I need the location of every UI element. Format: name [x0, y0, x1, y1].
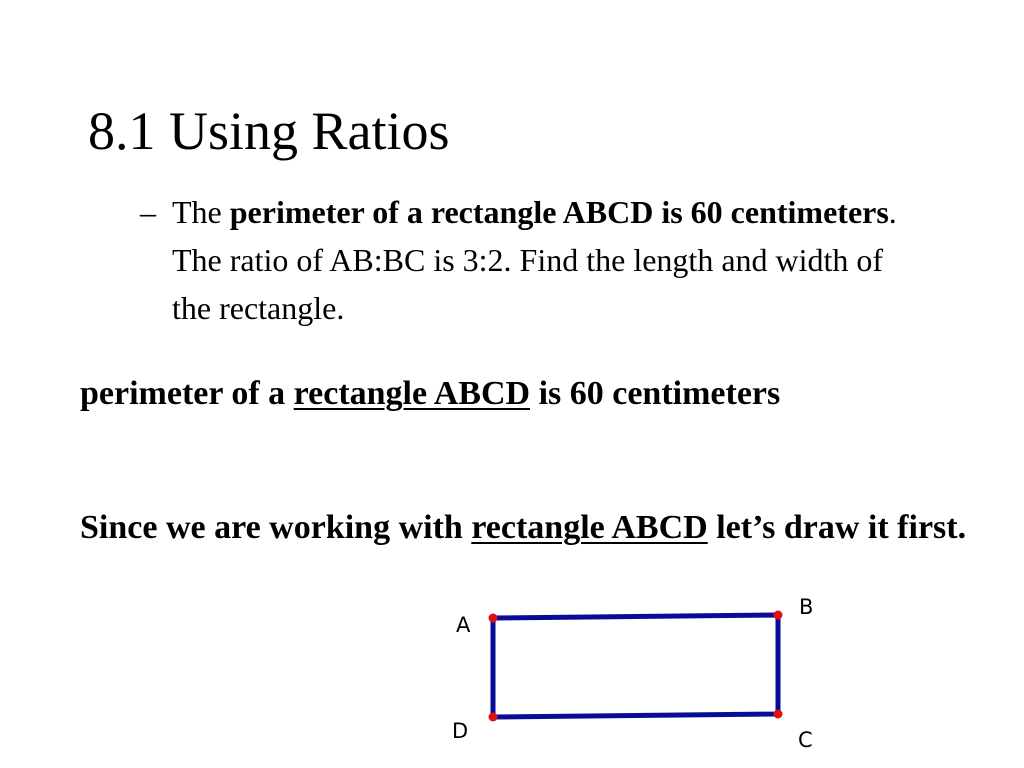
vertex-d	[489, 713, 498, 722]
perimeter-statement	[80, 369, 980, 419]
bullet-text	[172, 188, 930, 332]
vertex-b	[774, 611, 783, 620]
vertex-label-a: A	[456, 613, 471, 637]
vertex-a	[489, 614, 498, 623]
rectangle-diagram	[440, 590, 840, 760]
bullet-lead: The	[172, 194, 230, 230]
slide-title: 8.1 Using Ratios	[88, 101, 450, 161]
draw-instruction-underlined: rectangle ABCD	[471, 509, 708, 546]
bullet-emphasis: perimeter of a rectangle ABCD is 60 centimeters	[229, 194, 889, 230]
vertex-label-c: C	[798, 728, 813, 752]
draw-instruction	[80, 503, 980, 553]
bullet-dash: –	[140, 194, 156, 230]
draw-instruction-part2: let’s draw it first.	[707, 509, 967, 546]
draw-instruction-part1: Since we are working with	[80, 509, 472, 546]
perimeter-statement-part1: perimeter of a	[80, 375, 294, 412]
vertex-label-d: D	[452, 719, 469, 743]
vertex-c	[774, 710, 783, 719]
perimeter-statement-part2: is 60 centimeters	[530, 375, 781, 412]
rectangle-abcd	[493, 615, 778, 717]
vertex-label-b: B	[799, 595, 814, 619]
problem-bullet	[140, 188, 930, 332]
bullet-rest: . The ratio of AB:BC is 3:2. Find the length and width of the rectangle.	[172, 194, 897, 326]
perimeter-statement-underlined: rectangle ABCD	[293, 375, 531, 412]
